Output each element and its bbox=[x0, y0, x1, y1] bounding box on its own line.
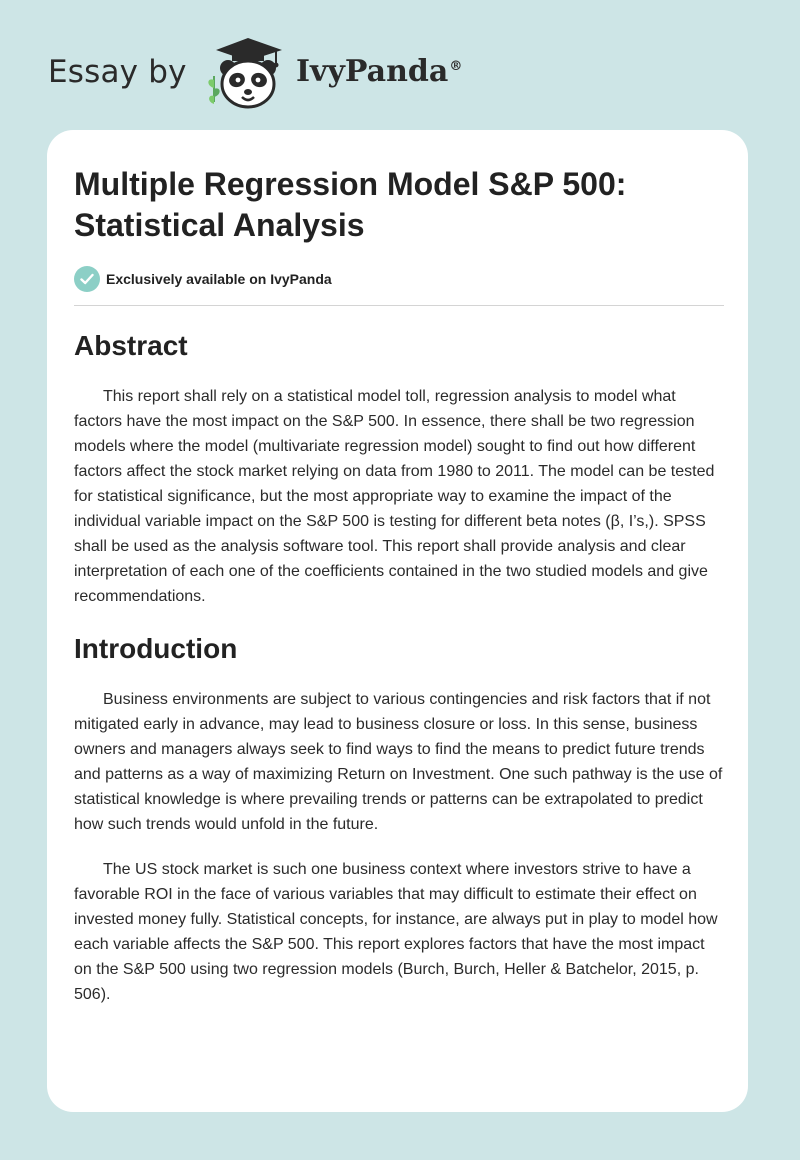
paragraph: This report shall rely on a statistical model toll, regression analysis to model what factors have the most impact on the S&P 500. In essence, there shall be two regression models where the model (multivariate regression model) sought to find out how different factors affect the stock market relying on data from 1980 to 2011. The model can be tested for statistical significance, but the most appropriate way to examine the impact of the individual variable impact on the S&P 500 is testing for different beta notes (β, I’s,). SPSS shall be used as the analysis software tool. This report shall provide analysis and clear interpretation of each one of the coefficients contained in the two studied models and give recommendations. bbox=[74, 388, 715, 605]
check-circle-icon bbox=[74, 266, 100, 292]
panda-graduate-icon bbox=[202, 34, 294, 110]
page-title: Multiple Regression Model S&P 500: Statistical Analysis bbox=[74, 166, 627, 243]
brand-header[interactable] bbox=[48, 34, 508, 114]
exclusive-badge bbox=[74, 266, 724, 292]
section-heading-introduction: Introduction bbox=[74, 633, 238, 664]
document-content bbox=[74, 164, 724, 1007]
document-card bbox=[47, 130, 748, 1112]
paragraph: The US stock market is such one business context where investors strive to have a favorable ROI in the face of various variables that may difficult to estimate their effect on invested money fully. Statistical concepts, for instance, are always put in play to model how each variable affects the S&P 500. This report explores factors that have the most impact on the S&P 500 using two regression models (Burch, Burch, Heller & Batchelor, 2015, p. 506). bbox=[74, 861, 718, 1003]
brand-prefix: Essay by bbox=[48, 54, 187, 90]
paragraph: Business environments are subject to various contingencies and risk factors that if not mitigated early in advance, may lead to business closure or loss. In this sense, business owners and managers always seek to find ways to find the means to predict future trends and patterns as a way of maximizing Return on Investment. One such pathway is the use of statistical knowledge is where prevailing trends or patterns can be extrapolated to predict how such trends would unfold in the future. bbox=[74, 691, 723, 833]
title-divider bbox=[74, 305, 724, 306]
section-introduction bbox=[74, 632, 724, 1007]
registered-mark: ® bbox=[449, 59, 463, 74]
section-heading-abstract: Abstract bbox=[74, 330, 188, 361]
badge-text: Exclusively available on IvyPanda bbox=[106, 271, 332, 287]
section-abstract bbox=[74, 329, 724, 609]
brand-name: IvyPanda® bbox=[296, 54, 463, 89]
